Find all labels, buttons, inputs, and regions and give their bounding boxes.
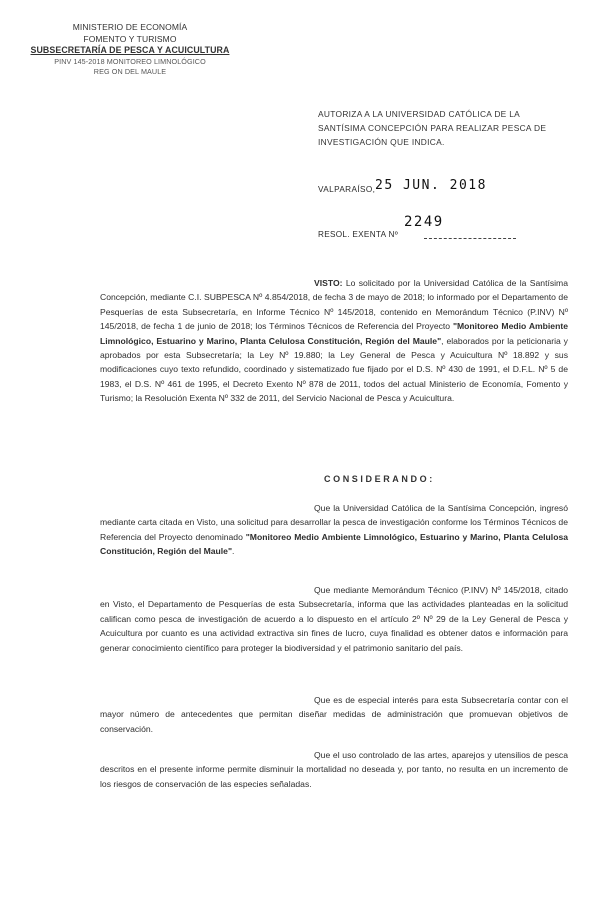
visto-text-1: Lo solicitado por la Universidad Católica de la Santísima Concepción, mediante C.I. SUBPESCA Nº 4.854/2018, de fecha 3 de mayo de 2018; lo informado por el Departamento de Pesquerías de esta Subsecretaría, en Informe Técnico Nº 145/2018, contenido en Memorándum Técnico (P.INV) Nº 145/2018, de fecha 1 de junio de 2018; los Términos Técnicos de Referencia del Proyecto <box>100 278 568 332</box>
visto-text-2: , elaborados por la peticionaria y aprobados por esta Subsecretaría; la Ley Nº 19.880; la Ley General de Pesca y Acuicultura Nº 18.892 y sus modificaciones cuyo texto refundido, coordinado y sistematizado fue fijado por el D.S. Nº 430 de 1991, el D.F.L. Nº 5 de 1983, el D.S. Nº 461 de 1995, el Decreto Exento Nº 878 de 2011, todos del actual Ministerio de Economía, Fomento y Turismo; la Resolución Exenta Nº 332 de 2011, del Servicio Nacional de Pesca y Acuicultura. <box>100 335 568 404</box>
date-line <box>318 178 568 200</box>
resolution-title: AUTORIZA A LA UNIVERSIDAD CATÓLICA DE LA SANTÍSIMA CONCEPCIÓN PARA REALIZAR PESCA DE INVESTIGACIÓN QUE INDICA. <box>318 109 547 147</box>
considerando-paragraph-1 <box>100 501 568 559</box>
visto-label: VISTO: <box>314 278 343 288</box>
c1-text: Que la Universidad Católica de la Santísima Concepción, ingresó mediante carta citada en Visto, una solicitud para desarrollar la pesca de investigación conforme los Términos Técnicos de Referencia del Proyecto denominado <box>100 503 568 542</box>
c3-text: Que es de especial interés para esta Subsecretaría contar con el mayor número de antecedentes que permitan diseñar medidas de administración que promuevan objetivos de conservación. <box>100 695 568 734</box>
reference-region: REG ON DEL MAULE <box>93 66 167 76</box>
c2-text: Que mediante Memorándum Técnico (P.INV) Nº 145/2018, citado en Visto, el Departamento de Pesquerías de esta Subsecretaría, informa que las actividades planteadas en la solicitud califican como pesca de investigación de acuerdo a lo dispuesto en el artículo 2º Nº 29 de la Ley General de Pesca y Acuicultura por cuanto es una actividad extractiva sin fines de lucro, cuya finalidad es obtener datos e información para generar conocimiento científico para proteger la biodiversidad y el patrimonio sanitario del país. <box>100 585 568 653</box>
ministry-subname: FOMENTO Y TURISMO <box>83 33 177 44</box>
subsecretaria-name: SUBSECRETARÍA DE PESCA Y ACUICULTURA <box>30 45 230 55</box>
c4-text: Que el uso controlado de las artes, aparejos y utensilios de pesca descritos en el presente informe permite disminuir la mortalidad no deseada y, por tanto, no resulta en un incremento de los riesgos de conservación de las especies señaladas. <box>100 750 568 789</box>
considerando-heading: CONSIDERANDO: <box>324 474 435 484</box>
resolution-number: 2249 <box>404 214 444 230</box>
ministry-name: MINISTERIO DE ECONOMÍA <box>72 22 188 32</box>
city-label: VALPARAÍSO, <box>318 185 376 194</box>
reference-code: PINV 145-2018 MONITOREO LIMNOLÓGICO <box>54 56 206 66</box>
visto-project-name: "Monitoreo Medio Ambiente Limnológico, Estuarino y Marino, Planta Celulosa Constitución, Región del Maule" <box>100 321 568 346</box>
resolution-blank-line <box>424 238 516 239</box>
considerando-paragraph-4 <box>100 748 568 791</box>
visto-paragraph <box>100 276 568 406</box>
considerando-paragraph-2 <box>100 583 568 655</box>
c1-project-name: "Monitoreo Medio Ambiente Limnológico, Estuarino y Marino, Planta Celulosa Constitución, Región del Maule" <box>100 531 568 557</box>
letterhead <box>30 22 230 77</box>
resolution-number-line <box>318 214 568 244</box>
date-stamp: 25 JUN. 2018 <box>375 178 487 193</box>
resolution-label: RESOL. EXENTA Nº <box>318 230 398 239</box>
considerando-paragraph-3 <box>100 693 568 736</box>
c1-end: . <box>232 546 235 557</box>
